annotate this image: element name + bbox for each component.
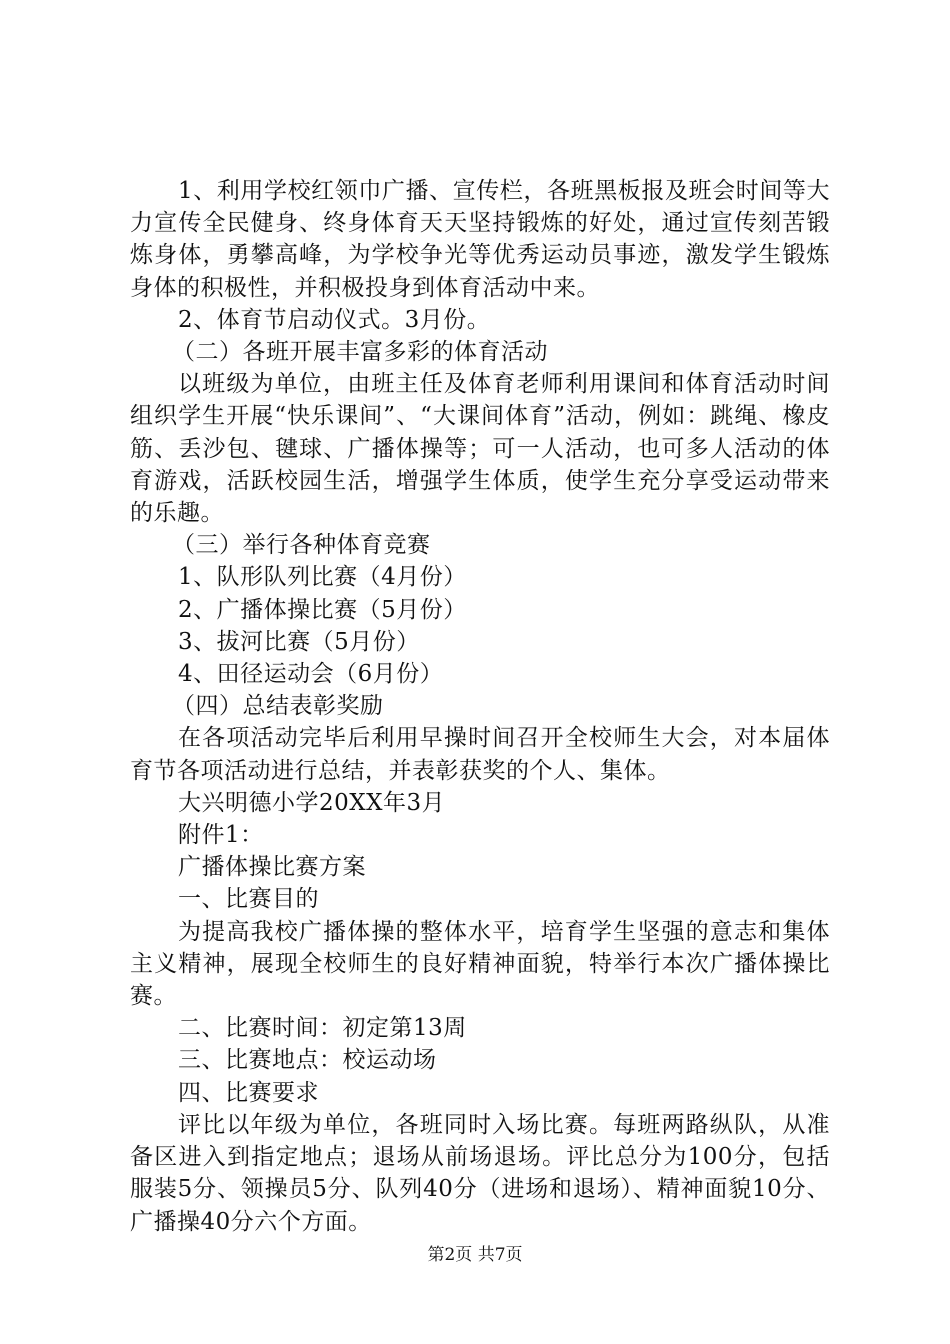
paragraph: 评比以年级为单位，各班同时入场比赛。每班两路纵队，从准备区进入到指定地点；退场从前场退场。评比总分为100分，包括服装5分、领操员5分、队列40分（进场和退场）、精神面貌10分、广播操40分六个方面。 <box>130 1111 830 1235</box>
paragraph: 三、比赛地点：校运动场 <box>178 1047 437 1074</box>
section-heading: （三）举行各种体育竞赛 <box>172 532 431 559</box>
section-heading: （四）总结表彰奖励 <box>172 693 384 720</box>
list-item: 4、田径运动会（6月份） <box>178 661 444 688</box>
attachment-label: 附件1： <box>178 822 264 849</box>
list-item: 3、拔河比赛（5月份） <box>178 628 420 655</box>
paragraph: 以班级为单位，由班主任及体育老师利用课间和体育活动时间组织学生开展“快乐课间”、“大课间体育”活动，例如：跳绳、橡皮筋、丢沙包、毽球、广播体操等；可一人活动，也可多人活动的体育游戏，活跃校园生活，增强学生体质，使学生充分享受运动带来的乐趣。 <box>130 371 830 527</box>
section-heading: （二）各班开展丰富多彩的体育活动 <box>172 339 548 366</box>
section-heading: 一、比赛目的 <box>178 886 319 913</box>
list-item: 1、队形队列比赛（4月份） <box>178 564 467 591</box>
page-number-footer: 第2页 共7页 <box>427 1245 523 1265</box>
section-heading: 四、比赛要求 <box>178 1079 319 1106</box>
paragraph: 1、利用学校红领巾广播、宣传栏，各班黑板报及班会时间等大力宣传全民健身、终身体育天天坚持锻炼的好处，通过宣传刻苦锻炼身体，勇攀高峰，为学校争光等优秀运动员事迹，激发学生锻炼身体的积极性，并积极投身到体育活动中来。 <box>130 178 830 301</box>
signature-line: 大兴明德小学20XX年3月 <box>178 789 446 816</box>
document-body <box>130 175 830 1238</box>
attachment-title: 广播体操比赛方案 <box>178 854 366 881</box>
paragraph: 2、体育节启动仪式。3月份。 <box>178 306 491 333</box>
paragraph: 在各项活动完毕后利用早操时间召开全校师生大会，对本届体育节各项活动进行总结，并表彰获奖的个人、集体。 <box>130 725 830 784</box>
paragraph: 为提高我校广播体操的整体水平，培育学生坚强的意志和集体主义精神，展现全校师生的良好精神面貌，特举行本次广播体操比赛。 <box>130 918 830 1010</box>
list-item: 2、广播体操比赛（5月份） <box>178 596 467 623</box>
paragraph: 二、比赛时间：初定第13周 <box>178 1015 467 1042</box>
